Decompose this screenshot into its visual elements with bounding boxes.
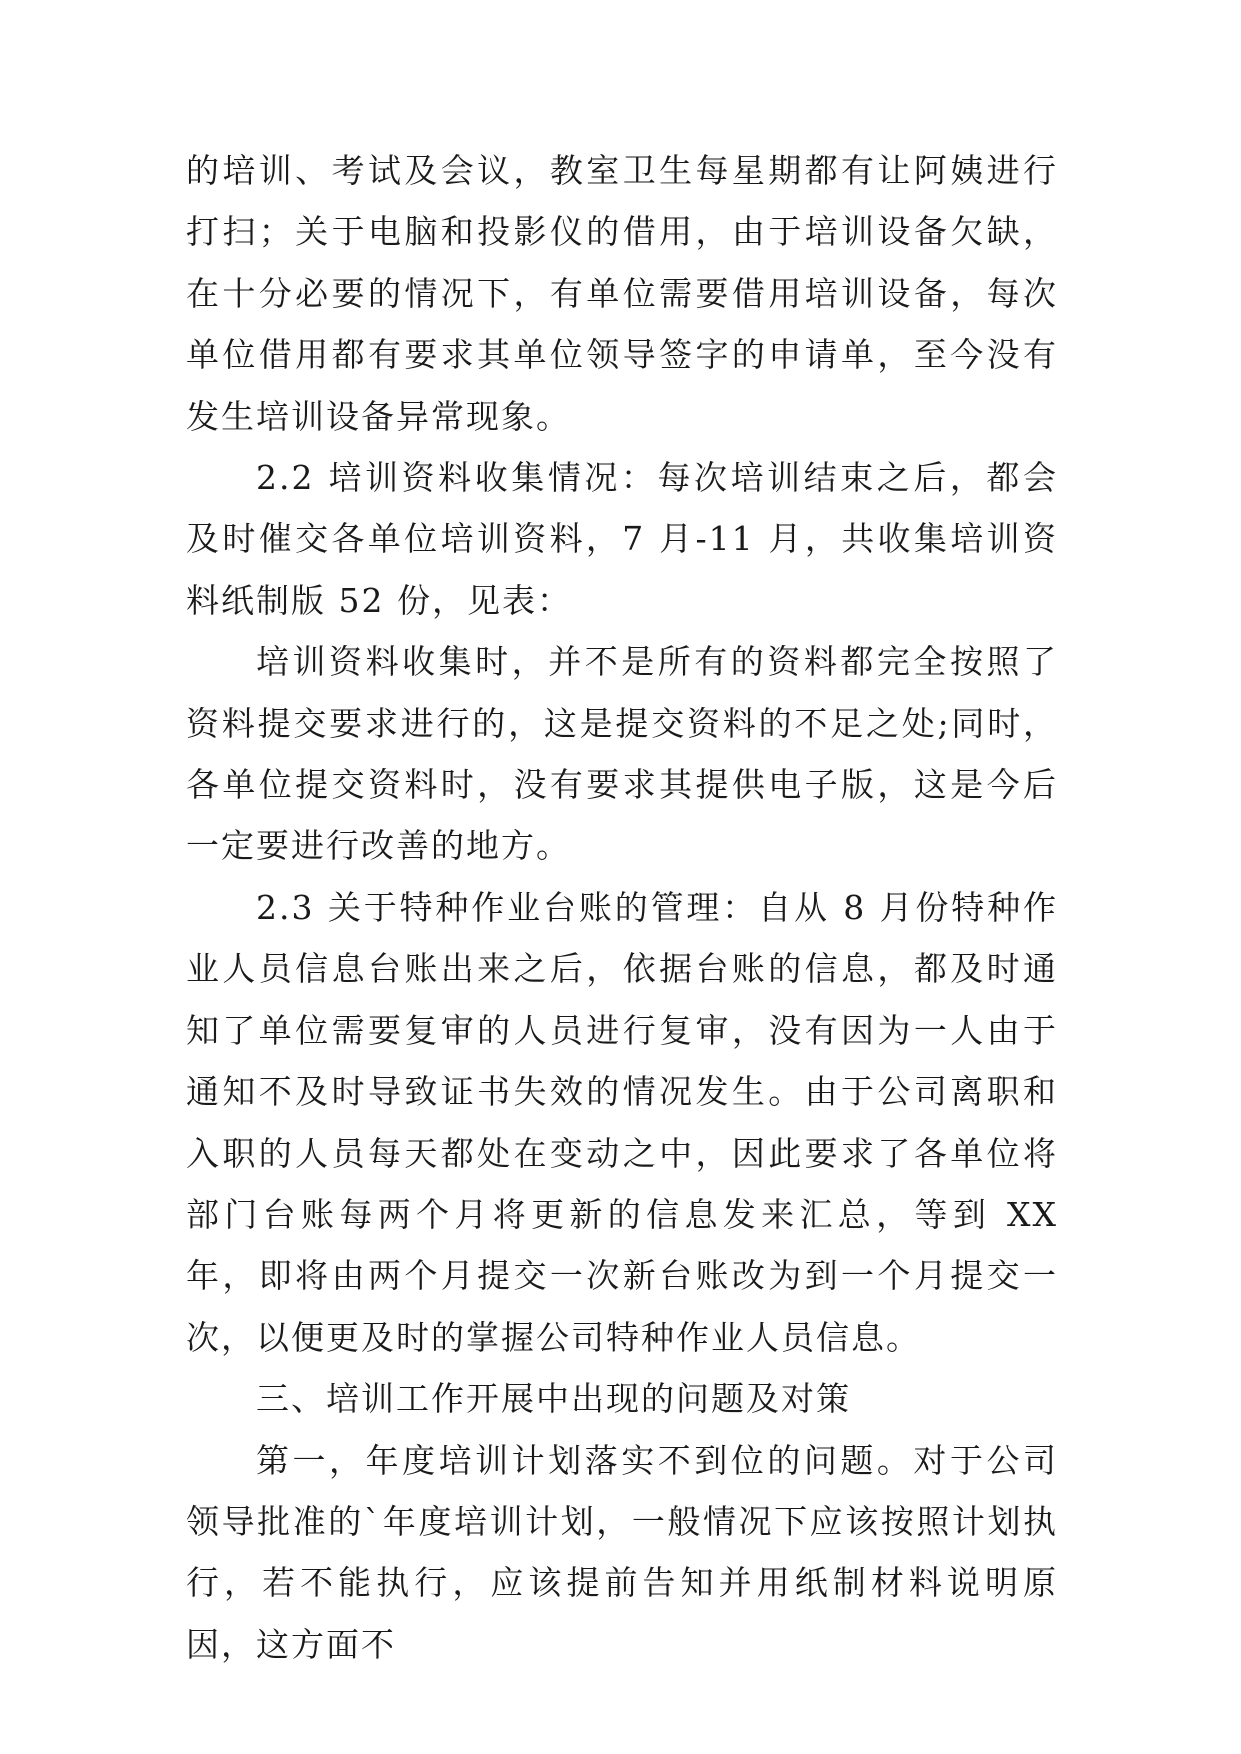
section-heading-problems-and-countermeasures: 三、培训工作开展中出现的问题及对策 — [256, 1379, 851, 1419]
paragraph-2-2-material-collection: 2.2 培训资料收集情况：每次培训结束之后，都会及时催交各单位培训资料，7 月-11 月，共收集培训资料纸制版 52 份，见表： — [186, 458, 1058, 620]
paragraph-2-3-special-operations-ledger: 2.3 关于特种作业台账的管理：自从 8 月份特种作业人员信息台账出来之后，依据台账的信息，都及时通知了单位需要复审的人员进行复审，没有因为一人由于通知不及时导致证书失效的情况发生。由于公司离职和入职的人员每天都处在变动之中，因此要求了各单位将部门台账每两个月将更新的信息发来汇总，等到 XX 年，即将由两个月提交一次新台账改为到一个月提交一次，以便更及时的掌握公司特种作业人员信息。 — [186, 887, 1058, 1357]
paragraph-first-annual-plan-issue: 第一，年度培训计划落实不到位的问题。对于公司领导批准的`年度培训计划，一般情况下应该按照计划执行，若不能执行，应该提前告知并用纸制材料说明原因，这方面不 — [186, 1440, 1058, 1664]
document-body — [186, 140, 1058, 1675]
paragraph-equipment-usage: 的培训、考试及会议，教室卫生每星期都有让阿姨进行打扫；关于电脑和投影仪的借用，由于培训设备欠缺，在十分必要的情况下，有单位需要借用培训设备，每次单位借用都有要求其单位领导签字的申请单，至今没有发生培训设备异常现象。 — [186, 151, 1058, 436]
paragraph-material-shortcomings: 培训资料收集时，并不是所有的资料都完全按照了资料提交要求进行的，这是提交资料的不足之处;同时，各单位提交资料时，没有要求其提供电子版，这是今后一定要进行改善的地方。 — [186, 642, 1058, 866]
